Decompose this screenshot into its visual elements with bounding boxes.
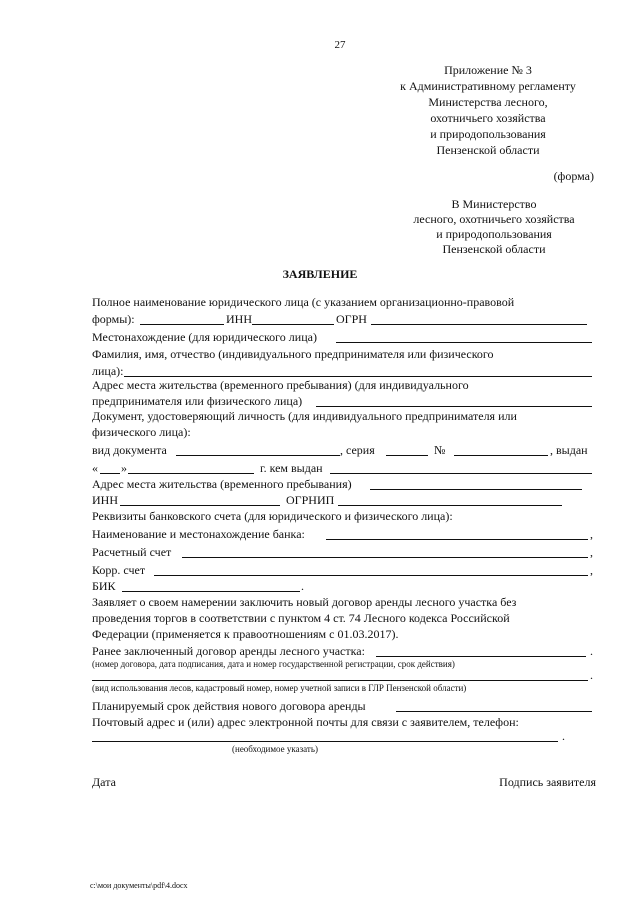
- bik-period: .: [301, 579, 304, 593]
- planned-term-label: Планируемый срок действия нового договора аренды: [92, 699, 366, 713]
- page-number: 27: [334, 39, 346, 51]
- signature-label: Подпись заявителя: [499, 775, 596, 789]
- previous-contract-label: Ранее заключенный договор аренды лесного участка:: [92, 644, 365, 658]
- corr-account-comma: ,: [590, 563, 593, 577]
- residence-label: Адрес места жительства (временного пребывания) (для индивидуального: [92, 378, 469, 392]
- date-open-quote: «: [92, 461, 98, 475]
- issue-day-line[interactable]: [100, 473, 120, 474]
- series-label: , серия: [340, 443, 375, 457]
- inn-line[interactable]: [252, 324, 334, 325]
- appendix-line-4: охотничьего хозяйства: [430, 111, 546, 125]
- document-title: ЗАЯВЛЕНИЕ: [282, 267, 358, 281]
- previous-contract-period: .: [590, 644, 593, 658]
- appendix-line-5: и природопользования: [430, 127, 546, 141]
- corr-account-label: Корр. счет: [92, 563, 146, 577]
- id-doc-label: Документ, удостоверяющий личность (для индивидуального предпринимателя или: [92, 409, 517, 423]
- issued-by-line[interactable]: [330, 473, 592, 474]
- id-doc-cont-label: физического лица):: [92, 425, 191, 439]
- declaration-line-3: Федерации (применяется к правоотношениям с 01.03.2017).: [92, 627, 399, 641]
- declaration-line-1: Заявляет о своем намерении заключить новый договор аренды лесного участка без: [92, 595, 517, 609]
- planned-term-line[interactable]: [396, 711, 592, 712]
- issue-month-line[interactable]: [128, 473, 254, 474]
- declaration-line-2: проведения торгов в соответствии с пунктом 4 ст. 74 Лесного кодекса Российской: [92, 611, 510, 625]
- appendix-line-3: Министерства лесного,: [428, 95, 548, 109]
- addressee-line-2: лесного, охотничьего хозяйства: [413, 212, 575, 226]
- org-form-line[interactable]: [140, 324, 224, 325]
- full-name-label: Полное наименование юридического лица (с указанием организационно-правовой: [92, 295, 515, 309]
- ogrn-line[interactable]: [371, 324, 587, 325]
- inn2-label: ИНН: [92, 493, 118, 507]
- form-prefix-label: формы):: [92, 312, 135, 326]
- inn-label: ИНН: [226, 312, 252, 326]
- contact-label: Почтовый адрес и (или) адрес электронной почты для связи с заявителем, телефон:: [92, 715, 519, 729]
- corr-account-line[interactable]: [154, 575, 588, 576]
- inn2-line[interactable]: [120, 505, 280, 506]
- bik-line[interactable]: [122, 591, 300, 592]
- issued-label: , выдан: [550, 443, 588, 457]
- ogrnip-line[interactable]: [338, 505, 562, 506]
- fio-label: Фамилия, имя, отчество (индивидуального предпринимателя или физического: [92, 347, 494, 361]
- number-sign: №: [434, 443, 446, 457]
- usage-period: .: [590, 668, 593, 682]
- appendix-line-6: Пензенской области: [436, 143, 540, 157]
- residence2-label: Адрес места жительства (временного пребывания): [92, 477, 352, 491]
- fio-cont-label: лица):: [92, 364, 124, 378]
- issued-by-label: г. кем выдан: [260, 461, 323, 475]
- ogrn-label: ОГРН: [336, 312, 367, 326]
- date-close-quote: »: [121, 461, 127, 475]
- doc-type-line[interactable]: [176, 455, 340, 456]
- form-label: (форма): [553, 169, 594, 183]
- account-label: Расчетный счет: [92, 545, 172, 559]
- usage-line[interactable]: [92, 680, 588, 681]
- residence-line[interactable]: [316, 406, 592, 407]
- location-line[interactable]: [336, 342, 592, 343]
- series-line[interactable]: [386, 455, 428, 456]
- previous-contract-line[interactable]: [376, 656, 586, 657]
- addressee-line-3: и природопользования: [436, 227, 552, 241]
- contact-line[interactable]: [92, 741, 558, 742]
- fio-line[interactable]: [124, 376, 592, 377]
- addressee-line-1: В Министерство: [451, 197, 537, 211]
- bik-label: БИК: [92, 579, 116, 593]
- location-label: Местонахождение (для юридического лица): [92, 330, 317, 344]
- account-comma: ,: [590, 545, 593, 559]
- residence2-line[interactable]: [370, 489, 582, 490]
- footer-file-path: c:\мои документы\pdf\4.docx: [90, 881, 188, 890]
- account-line[interactable]: [182, 557, 588, 558]
- bank-name-line[interactable]: [326, 539, 588, 540]
- contact-period: .: [562, 729, 565, 743]
- bank-name-label: Наименование и местонахождение банка:: [92, 527, 305, 541]
- residence-cont-label: предпринимателя или физического лица): [92, 394, 303, 408]
- bank-name-comma: ,: [590, 527, 593, 541]
- note-required: (необходимое указать): [232, 744, 318, 754]
- addressee-line-4: Пензенской области: [442, 242, 546, 256]
- bank-details-label: Реквизиты банковского счета (для юридического и физического лица):: [92, 509, 453, 523]
- doc-number-line[interactable]: [454, 455, 548, 456]
- note-usage: (вид использования лесов, кадастровый номер, номер учетной записи в ГЛР Пензенской области): [92, 683, 467, 693]
- doc-type-label: вид документа: [92, 443, 167, 457]
- appendix-line-1: Приложение № 3: [444, 63, 532, 77]
- note-contract: (номер договора, дата подписания, дата и номер государственной регистрации, срок действия): [92, 659, 455, 669]
- ogrnip-label: ОГРНИП: [286, 493, 335, 507]
- appendix-line-2: к Административному регламенту: [400, 79, 576, 93]
- date-label: Дата: [92, 775, 116, 789]
